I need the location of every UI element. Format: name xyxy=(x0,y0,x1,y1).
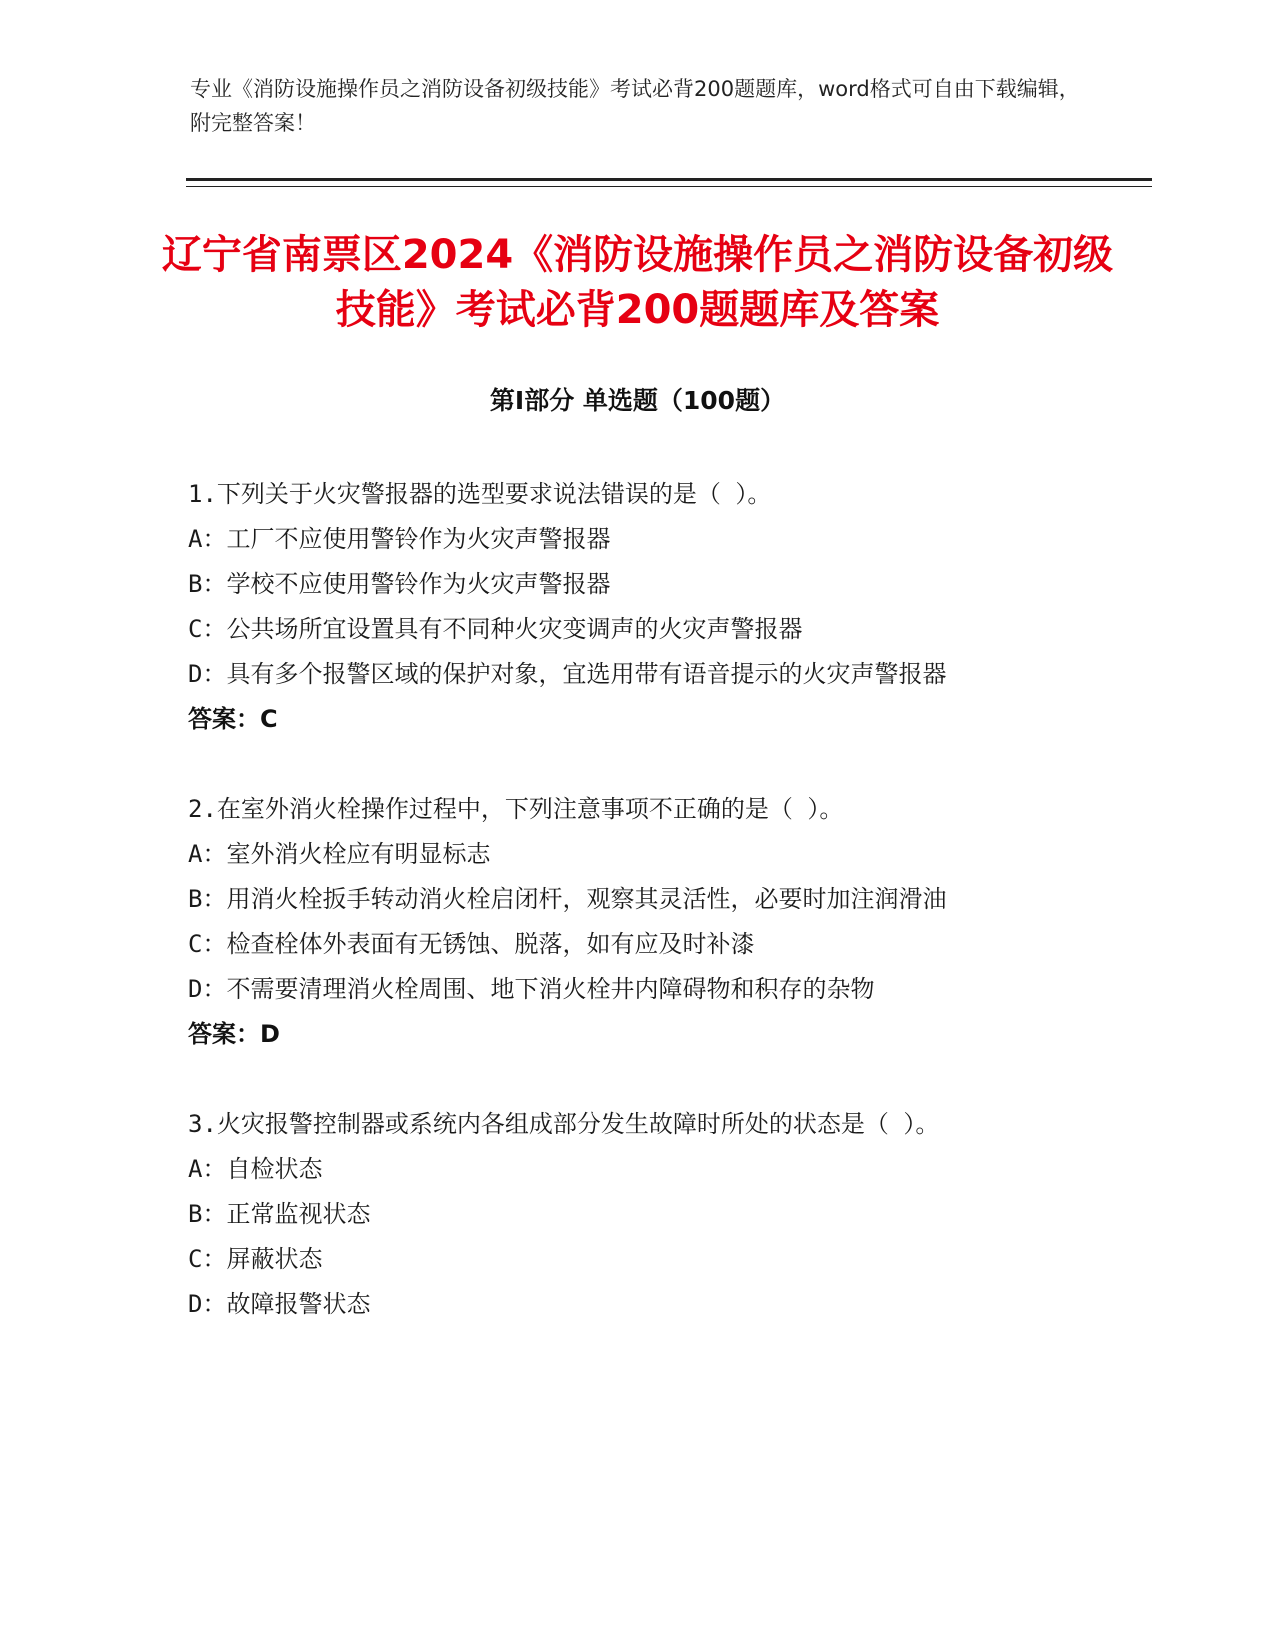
header-divider-thin xyxy=(186,186,1152,187)
question-text: 2.在室外消火栓操作过程中，下列注意事项不正确的是（ ）。 xyxy=(188,795,844,823)
question-text: 3.火灾报警控制器或系统内各组成部分发生故障时所处的状态是（ ）。 xyxy=(188,1110,940,1138)
question-2 xyxy=(188,787,1088,1057)
answer-line: 答案：C xyxy=(188,705,278,733)
option-b: B：用消火栓扳手转动消火栓启闭杆，观察其灵活性，必要时加注润滑油 xyxy=(188,885,947,913)
option-d: D：不需要清理消火栓周围、地下消火栓井内障碍物和积存的杂物 xyxy=(188,975,875,1003)
option-b: B：学校不应使用警铃作为火灾声警报器 xyxy=(188,570,611,598)
option-a: A：室外消火栓应有明显标志 xyxy=(188,840,491,868)
answer-line: 答案：D xyxy=(188,1020,280,1048)
header-note: 专业《消防设施操作员之消防设备初级技能》考试必背200题题库，word格式可自由下载编辑，附完整答案！ xyxy=(190,77,1080,135)
section-heading: 第I部分 单选题（100题） xyxy=(489,386,786,415)
question-1 xyxy=(188,472,1088,742)
header-divider-thick xyxy=(186,178,1152,181)
option-d: D：具有多个报警区域的保护对象，宜选用带有语音提示的火灾声警报器 xyxy=(188,660,947,688)
question-list xyxy=(188,472,1088,1372)
option-d: D：故障报警状态 xyxy=(188,1290,371,1318)
option-c: C：检查栓体外表面有无锈蚀、脱落，如有应及时补漆 xyxy=(188,930,755,958)
option-c: C：公共场所宜设置具有不同种火灾变调声的火灾声警报器 xyxy=(188,615,803,643)
question-3 xyxy=(188,1102,1088,1327)
question-text: 1.下列关于火灾警报器的选型要求说法错误的是（ ）。 xyxy=(188,480,772,508)
option-a: A：工厂不应使用警铃作为火灾声警报器 xyxy=(188,525,611,553)
option-a: A：自检状态 xyxy=(188,1155,323,1183)
option-c: C：屏蔽状态 xyxy=(188,1245,323,1273)
option-b: B：正常监视状态 xyxy=(188,1200,371,1228)
document-title: 辽宁省南票区2024《消防设施操作员之消防设备初级技能》考试必背200题题库及答案 xyxy=(161,232,1114,333)
